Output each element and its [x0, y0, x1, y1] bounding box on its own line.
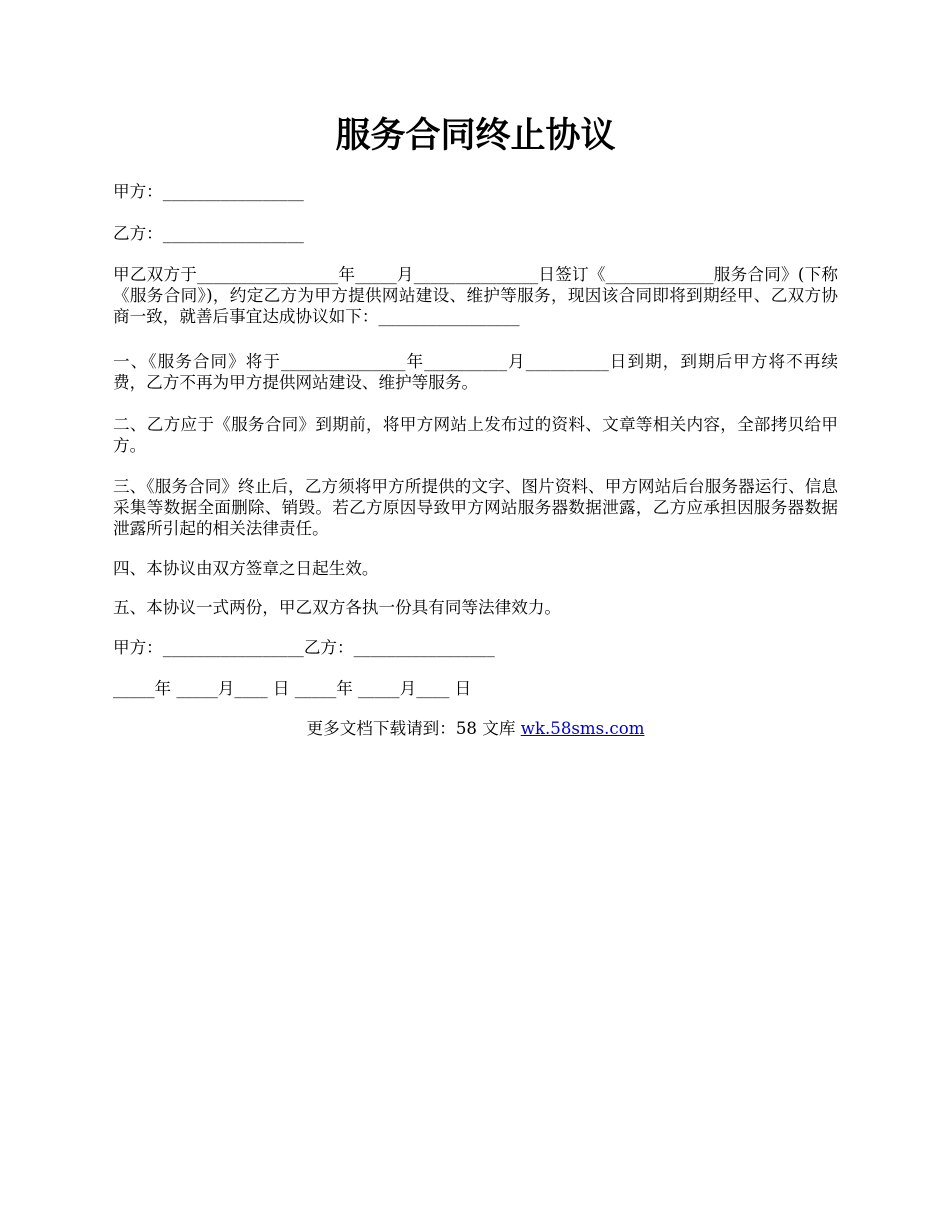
party-a-line: 甲方：_________________: [113, 182, 304, 201]
signature-line: 甲方：_________________乙方：_________________: [113, 638, 495, 657]
footer-link[interactable]: wk.58sms.com: [520, 719, 645, 738]
footer-text: 更多文档下载请到：58 文库: [306, 719, 521, 738]
clause-5-paragraph: 五、本协议一式两份，甲乙双方各执一份具有同等法律效力。: [113, 598, 562, 617]
clause-2-paragraph: 二、乙方应于《服务合同》到期前，将甲方网站上发布过的资料、文章等相关内容，全部拷贝给甲方。: [113, 415, 838, 455]
document-title: 服务合同终止协议: [335, 115, 616, 156]
clause-4-paragraph: 四、本协议由双方签章之日起生效。: [113, 559, 379, 578]
clause-3-paragraph: 三、《服务合同》终止后，乙方须将甲方所提供的文字、图片资料、甲方网站后台服务器运行、信息采集等数据全面删除、销毁。若乙方原因导致甲方网站服务器数据泄露，乙方应承担因服务器数据泄露所引起的相关法律责任。: [113, 477, 838, 538]
intro-paragraph: 甲乙双方于_________________年_____月_______________日签订《_____________服务合同》(下称《服务合同》)，约定乙方为甲方提供网站建设、维护等服务，现因该合同即将到期经甲、乙双方协商一致，就善后事宜达成协议如下：_________________: [113, 265, 838, 326]
footer: [113, 718, 838, 739]
party-b-line: 乙方：_________________: [113, 224, 304, 243]
date-line: _____年 _____月____ 日 _____年 _____月____ 日: [113, 679, 472, 698]
clause-1-paragraph: 一、《服务合同》将于_______________年__________月__________日到期，到期后甲方将不再续费，乙方不再为甲方提供网站建设、维护等服务。: [113, 352, 838, 392]
